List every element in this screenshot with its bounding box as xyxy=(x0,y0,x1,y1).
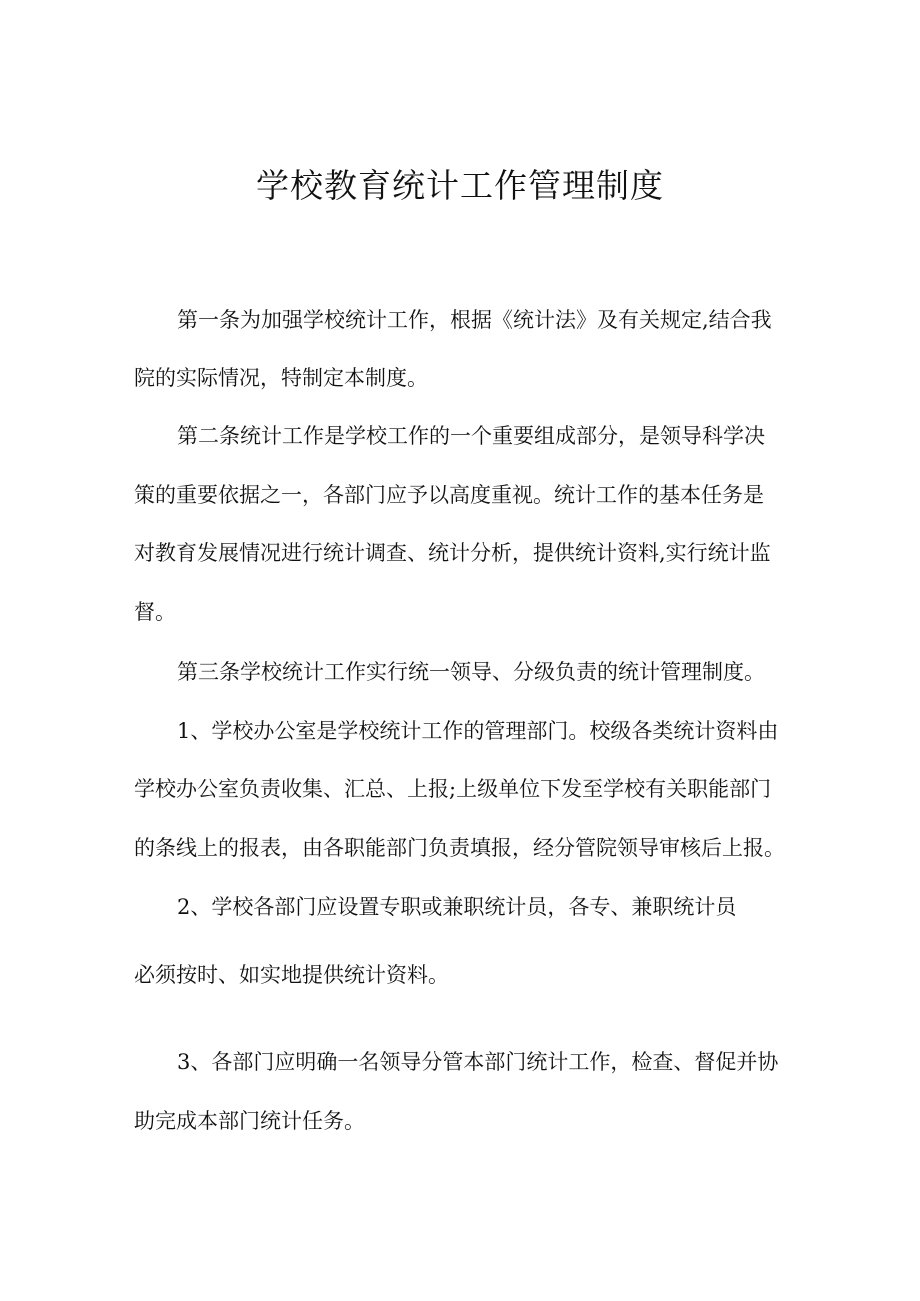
text-line: 学校办公室负责收集、汇总、上报;上级单位下发至学校有关职能部门 xyxy=(134,777,772,801)
text-line: 对教育发展情况进行统计调查、统计分析，提供统计资料,实行统计监 xyxy=(134,541,771,565)
text-line: 院的实际情况，特制定本制度。 xyxy=(134,366,428,390)
text-line: 的条线上的报表，由各职能部门负责填报，经分管院领导审核后上报。 xyxy=(134,836,785,860)
text-line: 第二条统计工作是学校工作的一个重要组成部分，是领导科学决 xyxy=(177,424,765,448)
text-line: 第三条学校统计工作实行统一领导、分级负责的统计管理制度。 xyxy=(177,660,765,684)
text-line: 助完成本部门统计任务。 xyxy=(134,1109,365,1133)
text-line: 策的重要依据之一，各部门应予以高度重视。统计工作的基本任务是 xyxy=(134,483,764,507)
text-line: 1、学校办公室是学校统计工作的管理部门。校级各类统计资料由 xyxy=(177,719,779,743)
text-line: 3、各部门应明确一名领导分管本部门统计工作，检查、督促并协 xyxy=(177,1050,779,1074)
text-line: 督。 xyxy=(134,600,176,624)
document-title: 学校教育统计工作管理制度 xyxy=(256,166,664,205)
text-line: 2、学校各部门应设置专职或兼职统计员，各专、兼职统计员 xyxy=(177,895,737,919)
text-line: 第一条为加强学校统计工作，根据《统计法》及有关规定,结合我 xyxy=(177,308,772,332)
text-line: 必须按时、如实地提供统计资料。 xyxy=(134,963,449,987)
